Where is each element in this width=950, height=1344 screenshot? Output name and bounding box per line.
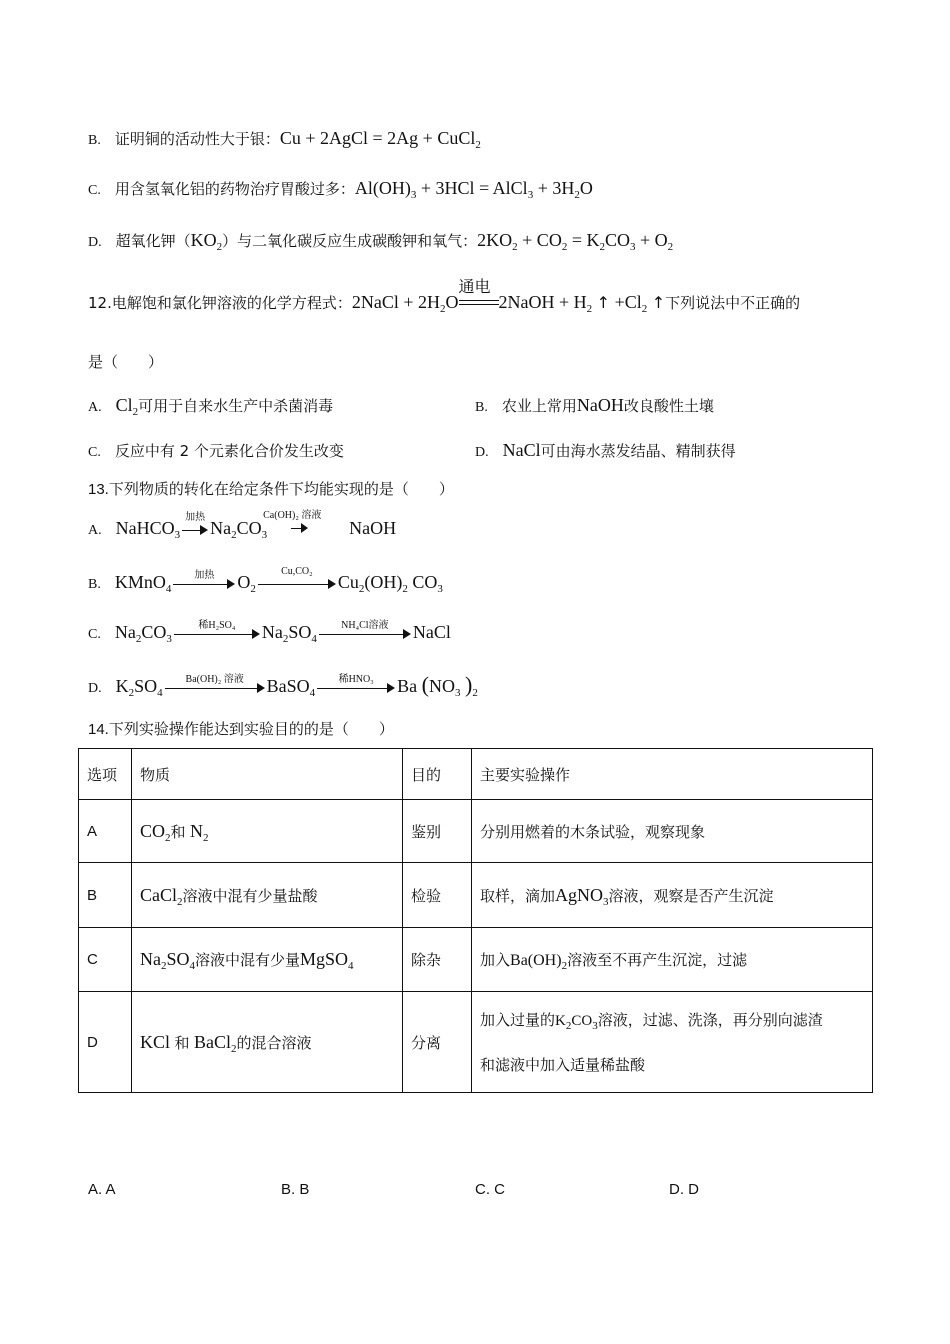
q13-option-b: B. KMnO$_4$ 加热 $O_2$ Cu,CO₂ $Cu_2(OH)_2$ $CO_3$	[88, 565, 443, 595]
arrow: Ba(OH)₂ 溶液	[165, 678, 265, 698]
arrow: 加热	[182, 520, 208, 540]
q12-option-d: D. NaCl可由海水蒸发结晶、精制获得	[475, 440, 736, 460]
q13-option-c: C. $Na_2CO_3$ 稀H₂SO₄ $Na_2SO_4$ NH₄Cl溶液 NaCl	[88, 619, 451, 645]
q12-stem-cont: 是（ ）	[88, 353, 164, 371]
answer-c[interactable]: C. C	[475, 1181, 505, 1198]
q12-stem: 12.电解饱和氯化钾溶液的化学方程式：2NaCl + $2H_2O$ 通电 2NaOH + $H_2$ ↑ $+Cl_2$ ↑下列说法中不正确的	[88, 277, 801, 315]
q13-option-a: A. NaHCO$_3$ 加热 $Na_2CO_3$ Ca(OH)₂ 溶液 NaOH	[88, 509, 397, 541]
q12-option-a: A. $Cl_2$可用于自来水生产中杀菌消毒	[88, 395, 334, 418]
equation: $2KO_2 + CO_2 = K_2CO_3 + O_2$	[477, 230, 674, 253]
q11-option-c: C. 用含氢氧化铝的药物治疗胃酸过多：$Al(OH)_3 + 3HCl$ = AlCl$_3$ + $3H_2O$	[88, 178, 593, 201]
arrow: 稀H₂SO₄	[174, 624, 260, 644]
q11-option-b: B. 证明铜的活动性大于银：Cu + 2AgCl = 2Ag + CuCl$_2$	[88, 128, 481, 151]
header-option: 选项	[79, 749, 132, 800]
header-substance: 物质	[132, 749, 403, 800]
q14-stem: 14.下列实验操作能达到实验目的的是（ ）	[88, 721, 394, 738]
arrow: Ca(OH)₂ 溶液	[269, 520, 347, 540]
electrolysis-condition: 通电	[459, 276, 499, 306]
equation: $Al(OH)_3 + 3HCl$ = AlCl$_3$ + $3H_2O$	[354, 178, 593, 201]
q11-option-d: D. 超氧化钾$(KO_2)$与二氧化碳反应生成碳酸钾和氧气：$2KO_2 + CO_2 = K_2CO_3 + O_2$	[88, 230, 674, 253]
table-row: D KCl 和 BaCl$_2$的混合溶液 分离 加入过量的$K_2CO_3$溶液，过滤、洗涤，再分别向滤渣 和滤液中加入适量稀盐酸	[79, 992, 873, 1093]
answer-a[interactable]: A. A	[88, 1181, 116, 1198]
header-operation: 主要实验操作	[472, 749, 873, 800]
arrow: 加热	[173, 574, 235, 594]
arrow: NH₄Cl溶液	[319, 624, 411, 644]
arrow: Cu,CO₂	[258, 574, 336, 594]
table-row: C $Na_2SO_4$溶液中混有少量MgSO$_4$ 除杂 加入$Ba(OH)_2$溶液至不再产生沉淀，过滤	[79, 928, 873, 992]
q12-option-b: B. 农业上常用NaOH改良酸性土壤	[475, 395, 714, 415]
q13-stem: 13.下列物质的转化在给定条件下均能实现的是（ ）	[88, 481, 454, 498]
q14-table	[78, 748, 873, 1093]
answer-d[interactable]: D. D	[669, 1181, 699, 1198]
arrow: 稀HNO₃	[317, 678, 395, 698]
answer-b[interactable]: B. B	[281, 1181, 310, 1198]
q12-option-c: C. 反应中有 2 个元素化合价发生改变	[88, 442, 344, 460]
header-purpose: 目的	[403, 749, 472, 800]
equation: Cu + 2AgCl = 2Ag + CuCl$_2$	[279, 128, 481, 151]
table-header-row	[79, 749, 873, 800]
q13-option-d: D. $K_2SO_4$ Ba(OH)₂ 溶液 BaSO$_4$ 稀HNO₃ Ba ($NO_3$ )$_2$	[88, 672, 478, 699]
table-row: B CaCl$_2$溶液中混有少量盐酸 检验 取样，滴加AgNO$_3$溶液，观察是否产生沉淀	[79, 863, 873, 928]
table-row: A $CO_2$和 $N_2$ 鉴别 分别用燃着的木条试验，观察现象	[79, 800, 873, 863]
